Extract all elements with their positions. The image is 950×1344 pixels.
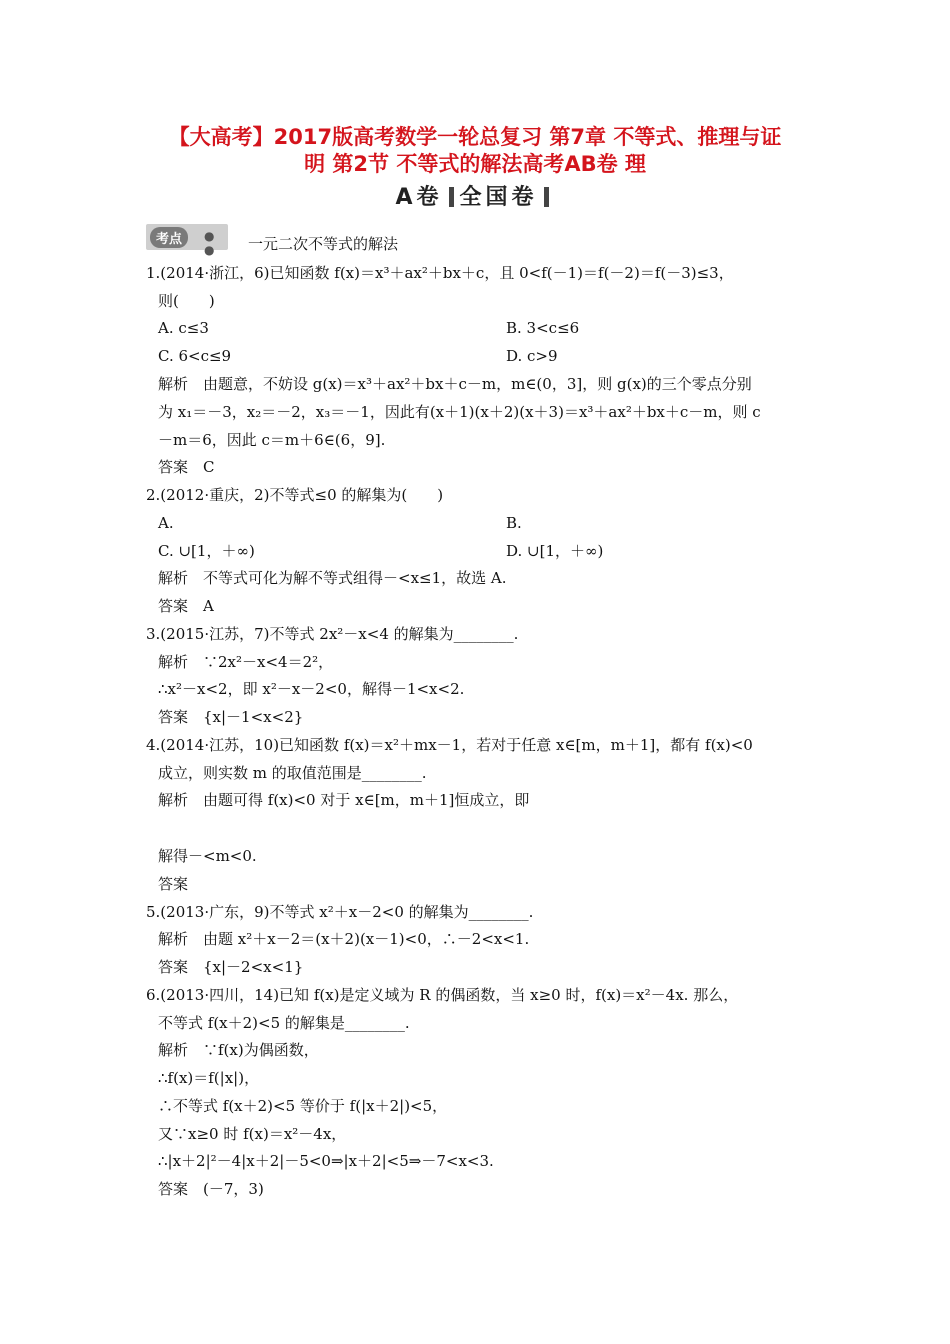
text-line: ∴f(x)＝f(|x|)， xyxy=(158,1069,260,1087)
answer-line: 答案 {x|－2<x<1} xyxy=(158,958,304,976)
answer-line: 答案 {x|－1<x<2} xyxy=(158,708,304,726)
text-line: ∴|x＋2|²－4|x＋2|－5<0⇒|x＋2|<5⇒－7<x<3. xyxy=(158,1152,494,1170)
separator-bar-icon xyxy=(449,187,454,207)
option-c: C. 6<c≤9 xyxy=(158,347,232,365)
text-line: 则( ) xyxy=(158,292,215,310)
kaodian-badge xyxy=(146,224,228,257)
text-line: －m＝6，因此 c＝m＋6∈(6，9]. xyxy=(158,431,386,449)
title-line-2: 明 第2节 不等式的解法高考AB卷 理 xyxy=(304,152,646,176)
title-line-1: 【大高考】2017版高考数学一轮总复习 第7章 不等式、推理与证 xyxy=(168,125,782,149)
text-line: 1.(2014·浙江，6)已知函数 f(x)＝x³＋ax²＋bx＋c，且 0<f(－1)＝f(－2)＝f(－3)≤3， xyxy=(146,264,734,282)
separator-bar-icon xyxy=(544,187,549,207)
text-line: 解析 不等式可化为解不等式组得－<x≤1，故选 A. xyxy=(158,569,507,587)
section-subtitle xyxy=(0,180,950,211)
subtitle-a: A卷 xyxy=(395,185,443,210)
text-line: 解析 ∵f(x)为偶函数， xyxy=(158,1041,319,1059)
text-line: 为 x₁＝－3，x₂＝－2，x₃＝－1，因此有(x＋1)(x＋2)(x＋3)＝x³＋ax²＋bx＋c－m，则 c xyxy=(158,403,761,421)
document-title xyxy=(130,124,820,178)
text-line: 又∵x≥0 时 f(x)＝x²－4x， xyxy=(158,1125,347,1143)
text-line: 解析 由题 x²＋x－2＝(x＋2)(x－1)<0，∴－2<x<1. xyxy=(158,930,530,948)
option-d: D. ∪[1，＋∞) xyxy=(506,542,604,560)
option-b: B. xyxy=(506,514,522,532)
subtitle-b: 全国卷 xyxy=(459,185,538,210)
answer-line: 答案 xyxy=(158,875,189,893)
text-line: 4.(2014·江苏，10)已知函数 f(x)＝x²＋mx－1，若对于任意 x∈[m，m＋1]，都有 f(x)<0 xyxy=(146,736,753,754)
option-a: A. c≤3 xyxy=(158,319,209,337)
text-line: 5.(2013·广东，9)不等式 x²＋x－2<0 的解集为________. xyxy=(146,903,534,921)
text-line: 成立，则实数 m 的取值范围是________. xyxy=(158,764,427,782)
option-c: C. ∪[1，＋∞) xyxy=(158,542,255,560)
answer-line: 答案 C xyxy=(158,458,215,476)
text-line: 3.(2015·江苏，7)不等式 2x²－x<4 的解集为________. xyxy=(146,625,519,643)
text-line: ∴不等式 f(x＋2)<5 等价于 f(|x＋2|)<5， xyxy=(158,1097,448,1115)
text-line: 解析 由题意，不妨设 g(x)＝x³＋ax²＋bx＋c－m，m∈(0，3]，则 g(x)的三个零点分别 xyxy=(158,375,752,393)
text-line: 解得－<m<0. xyxy=(158,847,257,865)
option-d: D. c>9 xyxy=(506,347,558,365)
answer-line: 答案 (－7，3) xyxy=(158,1180,264,1198)
option-a: A. xyxy=(158,514,174,532)
text-line: 解析 ∵2x²－x<4＝2²， xyxy=(158,653,334,671)
text-line: 解析 由题可得 f(x)<0 对于 x∈[m，m＋1]恒成立，即 xyxy=(158,791,530,809)
dots-icon: ● ● xyxy=(204,229,216,257)
text-line: ∴x²－x<2，即 x²－x－2<0，解得－1<x<2. xyxy=(158,680,465,698)
text-line: 2.(2012·重庆，2)不等式≤0 的解集为( ) xyxy=(146,486,444,504)
text-line: 不等式 f(x＋2)<5 的解集是________. xyxy=(158,1014,410,1032)
option-b: B. 3<c≤6 xyxy=(506,319,580,337)
answer-line: 答案 A xyxy=(158,597,214,615)
text-line: 6.(2013·四川，14)已知 f(x)是定义域为 R 的偶函数，当 x≥0 时，f(x)＝x²－4x. 那么， xyxy=(146,986,739,1004)
topic-heading: 一元二次不等式的解法 xyxy=(248,235,399,253)
kaodian-label: 考点 xyxy=(150,227,188,248)
